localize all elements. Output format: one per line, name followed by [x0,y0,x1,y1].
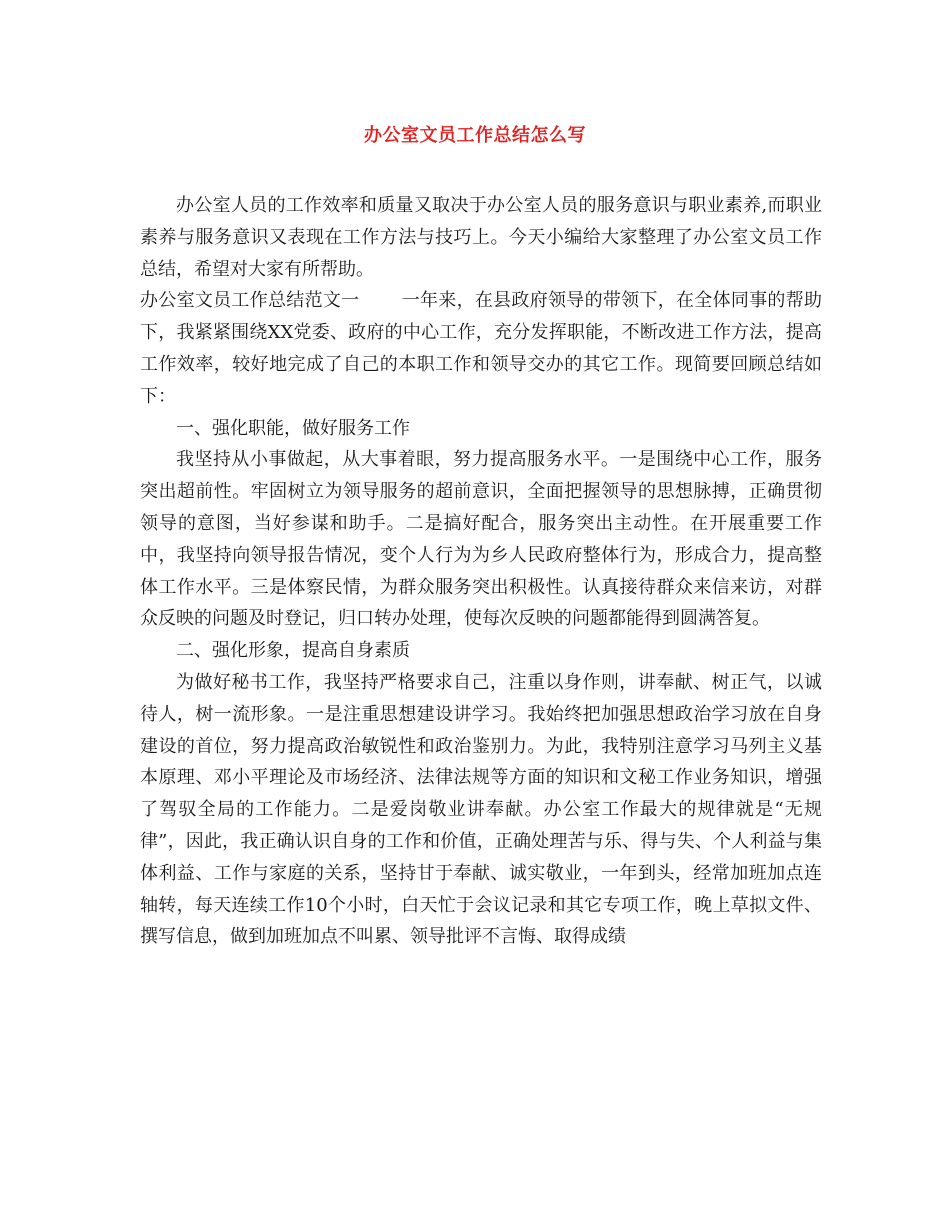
example-paragraph [140,285,822,412]
document-body [140,190,822,953]
document-title: 办公室文员工作总结怎么写 [364,125,586,146]
section2-body: 为做好秘书工作，我坚持严格要求自己，注重以身作则，讲奉献、树正气，以诚待人，树一流形象。一是注重思想建设讲学习。我始终把加强思想政治学习放在自身建设的首位，努力提高政治敏锐性和政治鉴别力。为此，我特别注意学习马列主义基本原理、邓小平理论及市场经济、法律法规等方面的知识和文秘工作业务知识，增强了驾驭全局的工作能力。二是爱岗敬业讲奉献。办公室工作最大的规律就是“无规律”，因此，我正确认识自身的工作和价值，正确处理苦与乐、得与失、个人利益与集体利益、工作与家庭的关系，坚持甘于奉献、诚实敬业，一年到头，经常加班加点连轴转，每天连续工作10个小时，白天忙于会议记录和其它专项工作，晚上草拟文件、撰写信息，做到加班加点不叫累、领导批评不言悔、取得成绩 [140,671,822,948]
section1-body: 我坚持从小事做起，从大事着眼，努力提高服务水平。一是围绕中心工作，服务突出超前性。牢固树立为领导服务的超前意识，全面把握领导的思想脉搏，正确贯彻领导的意图，当好参谋和助手。二是搞好配合，服务突出主动性。在开展重要工作中，我坚持向领导报告情况，变个人行为为乡人民政府整体行为，形成合力，提高整体工作水平。三是体察民情，为群众服务突出积极性。认真接待群众来信来访，对群众反映的问题及时登记，归口转办处理，使每次反映的问题都能得到圆满答复。 [140,449,822,630]
section2-heading: 二、强化形象，提高自身素质 [176,640,410,662]
section1-heading: 一、强化职能，做好服务工作 [176,417,410,439]
example-opening: 一年来，在县政府领导的带领下，在全体同事的帮助下，我紧紧围绕XX党委、政府的中心工作，充分发挥职能，不断改进工作方法，提高工作效率，较好地完成了自己的本职工作和领导交办的其它工作。现简要回顾总结如下： [140,290,823,407]
intro-paragraph: 办公室人员的工作效率和质量又取决于办公室人员的服务意识与职业素养,而职业素养与服务意识又表现在工作方法与技巧上。今天小编给大家整理了办公室文员工作总结，希望对大家有所帮助。 [140,195,822,280]
example-label: 办公室文员工作总结范文一 [140,290,360,312]
